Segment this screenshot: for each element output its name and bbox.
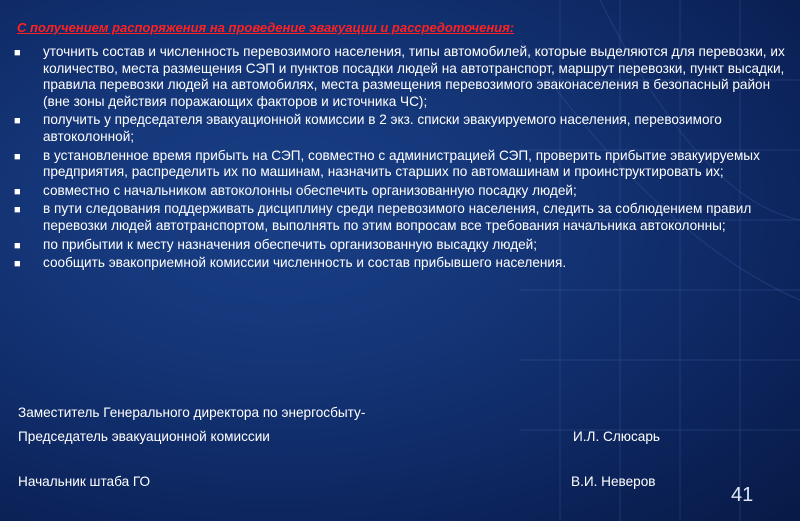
bullet-icon: ■ [14,115,21,128]
signature-title-line3: Начальник штаба ГО [18,474,151,489]
bullet-icon: ■ [14,185,21,198]
list-item-text: сообщить эвакоприемной комиссии численность и состав прибывшего населения. [43,255,567,271]
list-item [14,255,789,272]
list-item-text: совместно с начальником автоколонны обеспечить организованную посадку людей; [43,182,577,198]
list-item-text: в установленное время прибыть на СЭП, совместно с администрацией СЭП, проверить прибытие эвакуируемых предприятия, распределить их по машинам, назначить старших по автомашинам и проинструктировать их; [43,147,760,180]
bullet-icon: ■ [14,204,21,217]
instruction-list [14,44,789,274]
list-item-text: по прибытии к месту назначения обеспечить организованную высадку людей; [43,236,538,252]
bullet-icon: ■ [14,47,21,59]
list-item-text: уточнить состав и численность перевозимого населения, типы автомобилей, которые выделяются для перевозки, их количество, места размещения СЭП и пунктов посадки людей на автотранспорт, маршрут перевозки, пункт высадки, правила перевозки людей на автомобилях, места размещения перевозимого эваконаселения в безопасный район (вне зоны действия поражающих факторов и источника ЧС); [43,44,785,109]
list-item-text: в пути следования поддерживать дисциплину среди перевозимого населения, следить за соблюдением правил перевозки людей автотранспортом, выполнять по этим вопросам все требования начальника автоколонны; [43,201,752,233]
section-heading: С получением распоряжения на проведение эвакуации и рассредоточения: [17,20,515,35]
list-item [14,201,789,234]
page-number: 41 [731,484,754,506]
list-item [14,148,789,181]
bullet-icon: ■ [14,258,21,271]
list-item [14,44,789,110]
signature-title-line1: Заместитель Генерального директора по энергосбыту- [18,405,366,420]
bullet-icon: ■ [14,150,21,163]
signature-name-2: В.И. Неверов [571,474,656,489]
list-item-text: получить у председателя эвакуационной комиссии в 2 экз. списки эвакуируемого населения, перевозимого автоколонной; [43,112,722,144]
list-item [14,183,789,200]
signature-name-1: И.Л. Слюсарь [573,429,660,444]
signature-title-line2: Председатель эвакуационной комиссии [18,429,270,444]
list-item [14,237,789,254]
list-item [14,112,789,145]
bullet-icon: ■ [14,239,21,252]
